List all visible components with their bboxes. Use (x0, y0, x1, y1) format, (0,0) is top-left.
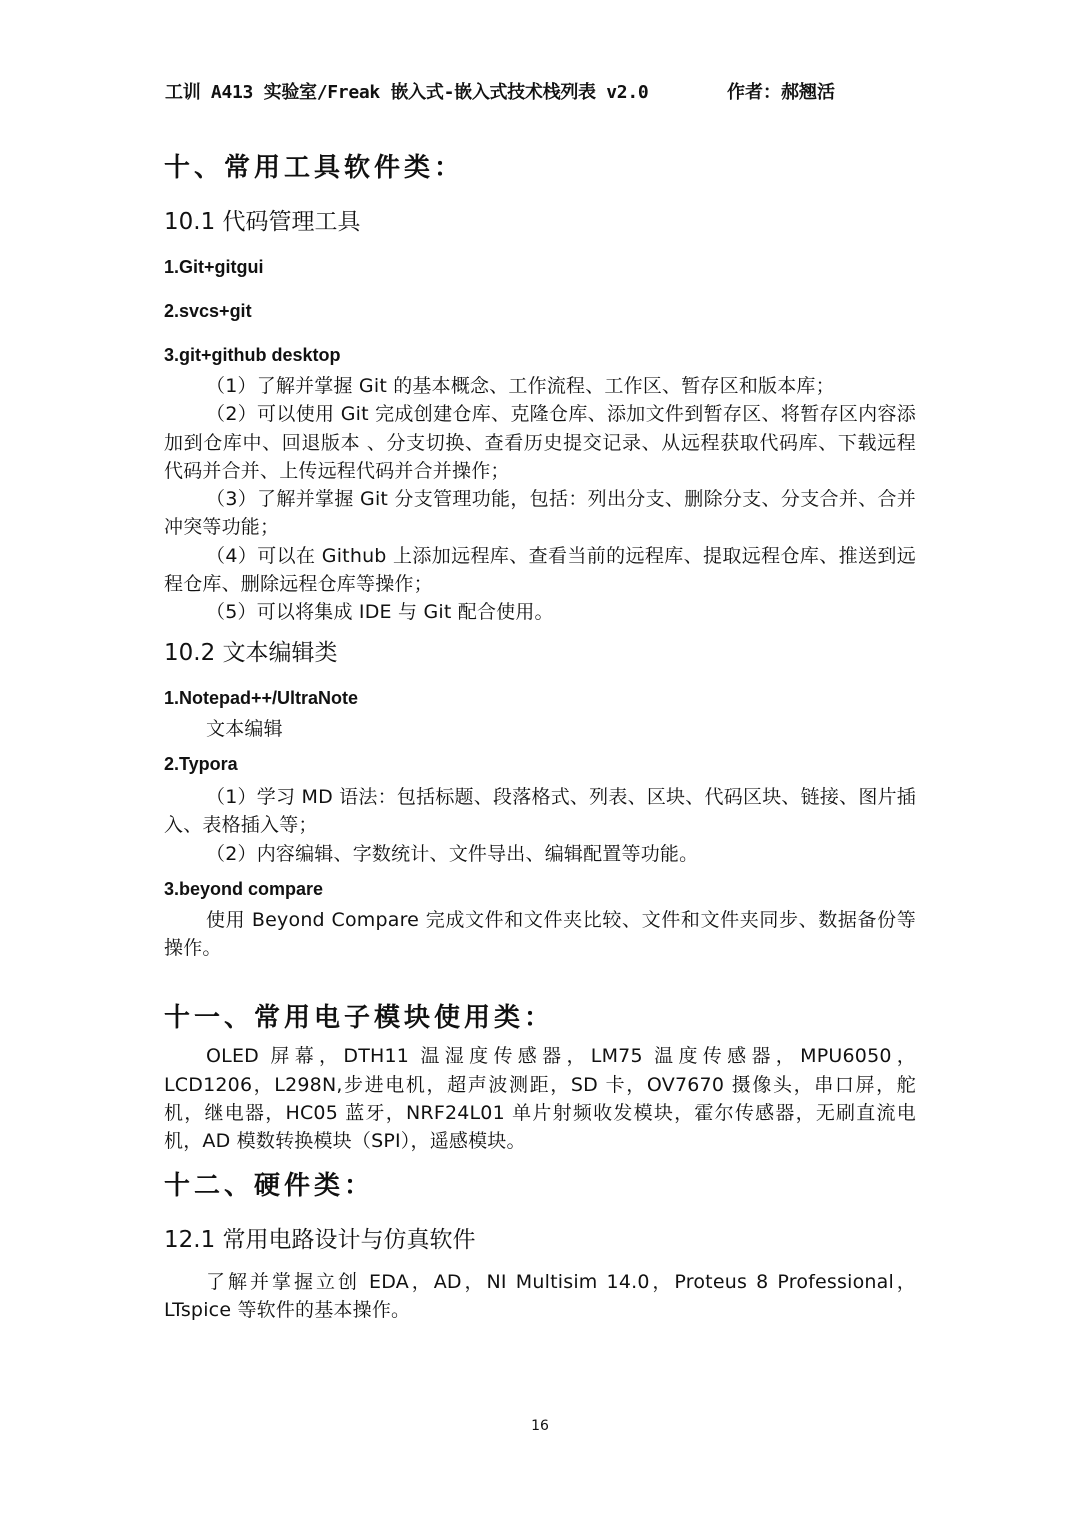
item-git-github-desktop: 3.git+github desktop (164, 345, 341, 365)
notepad-text: 文本编辑 (206, 717, 283, 740)
git-point-2: （2）可以使用 Git 完成创建仓库、克隆仓库、添加文件到暂存区、将暂存区内容添加到仓库中、回退版本 、分支切换、查看历史提交记录、从远程获取代码库、下载远程代码并合并、上传远程代码并合并操作； (164, 403, 916, 482)
page-content (164, 148, 916, 1324)
modules-text: OLED 屏幕，DTH11 温湿度传感器，LM75 温度传感器，MPU6050，LCD1206，L298N,步进电机，超声波测距，SD 卡，OV7670 摄像头，串口屏，舵机，继电器，HC05 蓝牙，NRF24L01 单片射频收发模块，霍尔传感器，无刷直流电机，AD 模数转换模块（SPI），遥感模块。 (164, 1045, 916, 1153)
item-git-gitgui: 1.Git+gitgui (164, 257, 264, 277)
page-number: 16 (531, 1418, 549, 1434)
section-12-heading: 十二、硬件类： (164, 1170, 375, 1201)
item-notepad: 1.Notepad++/UltraNote (164, 687, 359, 708)
item-beyond-compare: 3.beyond compare (164, 878, 324, 899)
eda-text: 了解并掌握立创 EDA，AD，NI Multisim 14.0，Proteus 8 Professional，LTspice 等软件的基本操作。 (164, 1270, 916, 1321)
beyond-compare-text: 使用 Beyond Compare 完成文件和文件夹比较、文件和文件夹同步、数据备份等操作。 (164, 908, 916, 960)
item-svcs-git: 2.svcs+git (164, 301, 252, 321)
git-point-4: （4）可以在 Github 上添加远程库、查看当前的远程库、提取远程仓库、推送到远程仓库、删除远程仓库等操作； (164, 544, 916, 596)
git-point-3: （3）了解并掌握 Git 分支管理功能，包括：列出分支、删除分支、分支合并、合并冲突等功能； (164, 488, 916, 539)
section-10-1-heading: 10.1 代码管理工具 (164, 209, 361, 235)
section-12-1-heading: 12.1 常用电路设计与仿真软件 (164, 1226, 476, 1253)
section-10-2-heading: 10.2 文本编辑类 (164, 639, 338, 666)
section-10-heading: 十、常用工具软件类： (164, 153, 465, 183)
header-title: 工训 A413 实验室/Freak 嵌入式-嵌入式技术栈列表 v2.0 (165, 82, 649, 103)
header-author: 作者：郝翘活 (727, 82, 835, 103)
typora-point-2: （2）内容编辑、字数统计、文件导出、编辑配置等功能。 (206, 842, 699, 865)
git-point-5: （5）可以将集成 IDE 与 Git 配合使用。 (206, 601, 554, 624)
item-typora: 2.Typora (164, 753, 238, 774)
typora-point-1: （1）学习 MD 语法：包括标题、段落格式、列表、区块、代码区块、链接、图片插入、表格插入等； (164, 785, 916, 837)
git-point-1: （1）了解并掌握 Git 的基本概念、工作流程、工作区、暂存区和版本库； (206, 375, 835, 397)
section-11-heading: 十一、常用电子模块使用类： (164, 1003, 555, 1034)
